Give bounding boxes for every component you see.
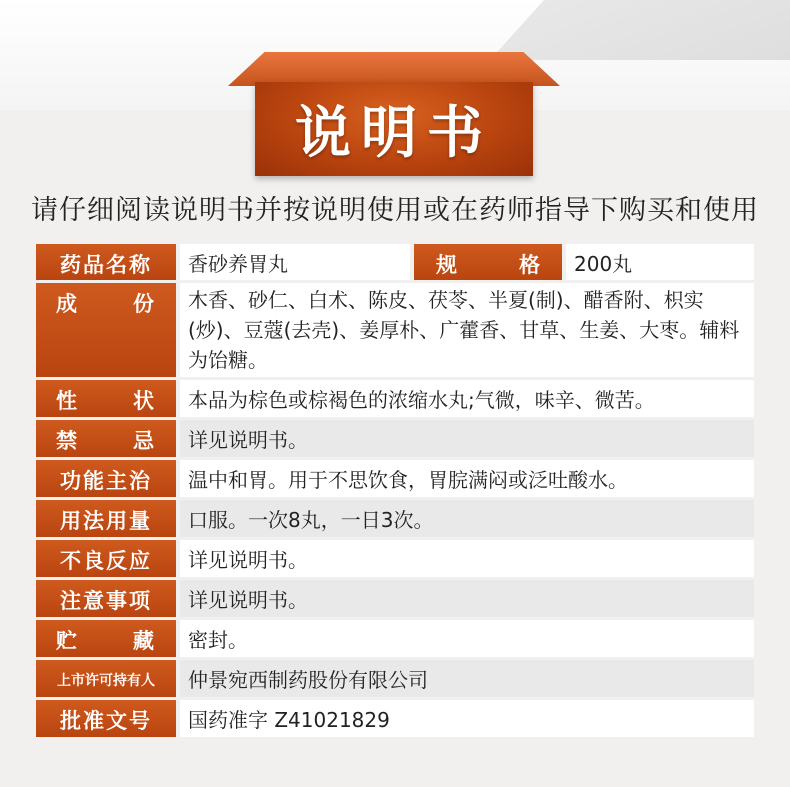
row-dosage bbox=[36, 500, 754, 537]
label-spec-char-1: 规 bbox=[436, 253, 457, 277]
label-ingredients-char-1: 成 bbox=[56, 292, 77, 316]
drug-info-table bbox=[36, 244, 754, 740]
label-properties-char-2: 状 bbox=[133, 389, 154, 413]
value-dosage: 口服。一次8丸，一日3次。 bbox=[180, 500, 754, 537]
value-indications: 温中和胃。用于不思饮食，胃脘满闷或泛吐酸水。 bbox=[180, 460, 754, 497]
row-storage bbox=[36, 620, 754, 657]
value-license-holder: 仲景宛西制药股份有限公司 bbox=[180, 660, 754, 697]
row-ingredients bbox=[36, 283, 754, 377]
label-ingredients-char-2: 份 bbox=[133, 292, 154, 316]
row-properties bbox=[36, 380, 754, 417]
row-adverse-reactions bbox=[36, 540, 754, 577]
label-precautions: 注意事项 bbox=[36, 580, 176, 617]
label-storage bbox=[36, 620, 176, 657]
instruction-notice: 请仔细阅读说明书并按说明使用或在药师指导下购买和使用 bbox=[31, 195, 759, 226]
value-properties: 本品为棕色或棕褐色的浓缩水丸;气微，味辛、微苦。 bbox=[180, 380, 754, 417]
value-contraindications: 详见说明书。 bbox=[180, 420, 754, 457]
label-indications: 功能主治 bbox=[36, 460, 176, 497]
value-storage: 密封。 bbox=[180, 620, 754, 657]
value-drug-name: 香砂养胃丸 bbox=[180, 244, 410, 280]
value-approval-number: 国药准字 Z41021829 bbox=[180, 700, 754, 737]
label-dosage: 用法用量 bbox=[36, 500, 176, 537]
label-drug-name: 药品名称 bbox=[36, 244, 176, 280]
row-drug-name-spec bbox=[36, 244, 754, 280]
label-properties bbox=[36, 380, 176, 417]
label-spec bbox=[414, 244, 562, 280]
row-indications bbox=[36, 460, 754, 497]
banner-plate bbox=[255, 82, 533, 176]
value-precautions: 详见说明书。 bbox=[180, 580, 754, 617]
label-approval-number: 批准文号 bbox=[36, 700, 176, 737]
row-contraindications bbox=[36, 420, 754, 457]
row-license-holder bbox=[36, 660, 754, 697]
banner-ribbon-back bbox=[228, 52, 560, 86]
label-adverse-reactions: 不良反应 bbox=[36, 540, 176, 577]
label-storage-char-2: 藏 bbox=[133, 629, 154, 653]
value-ingredients: 木香、砂仁、白术、陈皮、茯苓、半夏(制)、醋香附、枳实(炒)、豆蔻(去壳)、姜厚朴、广藿香、甘草、生姜、大枣。辅料为饴糖。 bbox=[180, 283, 754, 377]
label-contraindications-char-1: 禁 bbox=[56, 429, 77, 453]
label-spec-char-2: 格 bbox=[519, 253, 540, 277]
value-spec: 200丸 bbox=[566, 244, 754, 280]
row-approval-number bbox=[36, 700, 754, 737]
label-properties-char-1: 性 bbox=[56, 389, 77, 413]
label-ingredients bbox=[36, 283, 176, 377]
value-adverse-reactions: 详见说明书。 bbox=[180, 540, 754, 577]
label-license-holder: 上市许可持有人 bbox=[36, 660, 176, 697]
label-storage-char-1: 贮 bbox=[56, 629, 77, 653]
label-contraindications bbox=[36, 420, 176, 457]
label-contraindications-char-2: 忌 bbox=[133, 429, 154, 453]
page-title: 说明书 bbox=[295, 101, 493, 166]
row-precautions bbox=[36, 580, 754, 617]
title-banner bbox=[228, 52, 560, 176]
